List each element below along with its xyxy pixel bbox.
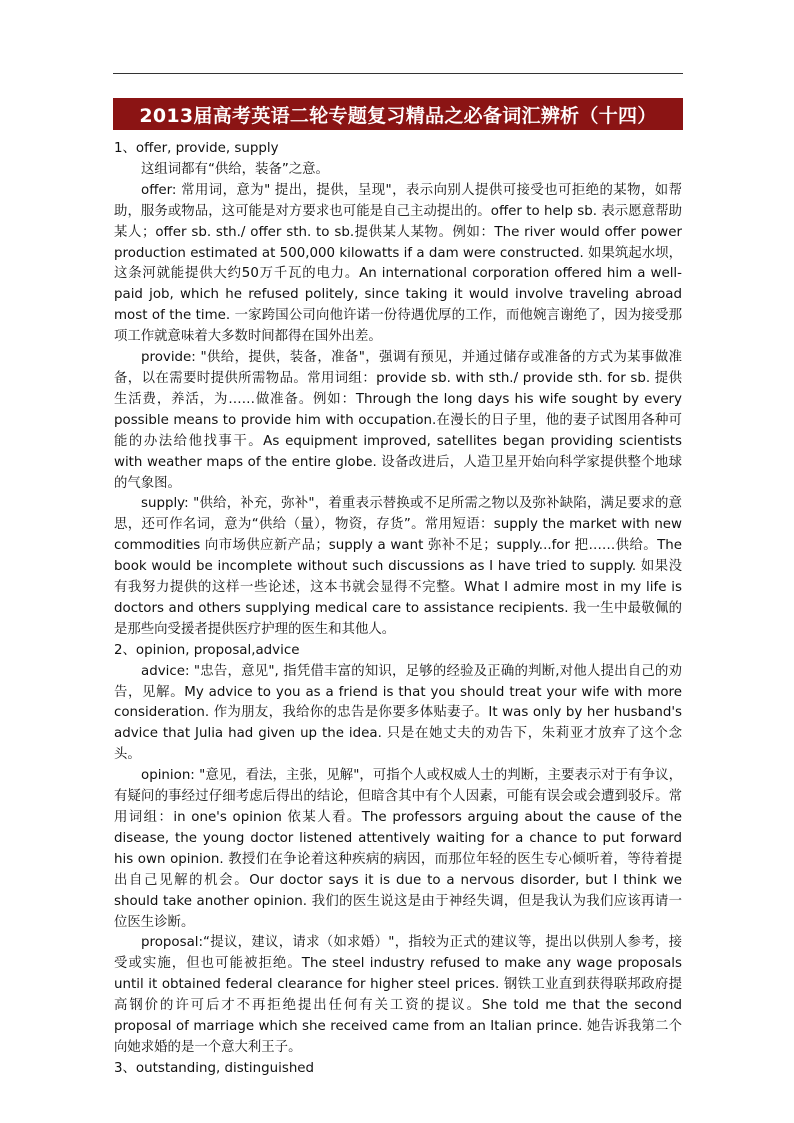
body-paragraph: proposal:“提议，建议，请求（如求婚）"，指较为正式的建议等，提出以供别人参考，接受或实施，但也可能被拒绝。The steel industry refused to make any wage proposals until it obtained federal clearance for higher steel prices. 钢铁工业直到获得联邦政府提高钢价的许可后才不再拒绝提出任何有关工资的提议。She told me that the second proposal of marriage which she received came from an Italian prince. 她告诉我第二个向她求婚的是一个意大利王子。 (114, 935, 682, 1055)
section-heading: 1、offer, provide, supply (114, 141, 279, 156)
body-paragraph: provide: "供给，提供，装备，准备"，强调有预见，并通过储存或准备的方式为某事做准备，以在需要时提供所需物品。常用词组：provide sb. with sth./ provide sth. for sb. 提供生活费，养活，为……做准备。例如：Through the long days his wife sought by every possible means to provide him with occupation.在漫长的日子里，他的妻子试图用各种可能的办法给他找事干。As equipment improved, satellites began providing scientists with weather maps of the entire globe. 设备改进后，人造卫星开始向科学家提供整个地球的气象图。 (114, 350, 682, 491)
body-paragraph: offer: 常用词，意为" 提出，提供，呈现"，表示向别人提供可接受也可拒绝的某物，如帮助，服务或物品，这可能是对方要求也可能是自己主动提出的。offer to help sb. 表示愿意帮助某人；offer sb. sth./ offer sth. to sb.提供某人某物。例如：The river would offer power production estimated at 500,000 kilowatts if a dam were constructed. 如果筑起水坝，这条河就能提供大约50万千瓦的电力。An international corporation offered him a well-paid job, which he refused politely, since taking it would involve traveling abroad most of the time. 一家跨国公司向他许诺一份待遇优厚的工作，而他婉言谢绝了，因为接受那项工作就意味着大多数时间都得在国外出差。 (114, 182, 682, 345)
body-paragraph: 这组词都有“供给，装备”之意。 (141, 161, 329, 177)
section-heading: 3、outstanding, distinguished (114, 1060, 315, 1076)
body-paragraph: advice: "忠告，意见", 指凭借丰富的知识，足够的经验及正确的判断,对他人提出自己的劝告，见解。My advice to you as a friend is that you should treat your wife with more consideration. 作为朋友，我给你的忠告是你要多体贴妻子。It was only by her husband's advice that Julia had given up the idea. 只是在她丈夫的劝告下，朱莉亚才放弃了这个念头。 (114, 663, 682, 763)
title-banner (113, 98, 683, 130)
document-title: 2013届高考英语二轮专题复习精品之必备词汇辨析（十四） (139, 104, 657, 127)
header-rule (113, 73, 683, 74)
body-paragraph: opinion: "意见，看法，主张，见解"，可指个人或权威人士的判断，主要表示对于有争议，有疑问的事经过仔细考虑后得出的结论，但暗含其中有个人因素，可能有误会或会遭到驳斥。常用词组：in one's opinion 依某人看。The professors arguing about the cause of the disease, the young doctor listened attentively waiting for a chance to put forward his own opinion. 教授们在争论着这种疾病的病因，而那位年轻的医生专心倾听着，等待着提出自己见解的机会。Our doctor says it is due to a nervous disorder, but I think we should take another opinion. 我们的医生说这是由于神经失调，但是我认为我们应该再请一位医生诊断。 (114, 768, 682, 930)
body-paragraph: supply: "供给，补充，弥补"，着重表示替换或不足所需之物以及弥补缺陷，满足要求的意思，还可作名词，意为“供给（量），物资，存货”。常用短语：supply the market with new commodities 向市场供应新产品；supply a want 弥补不足；supply...for 把……供给。The book would be incomplete without such discussions as I have tried to supply. 如果没有我努力提供的这样一些论述，这本书就会显得不完整。What I admire most in my life is doctors and others supplying medical care to assistance recipients. 我一生中最敬佩的是那些向受援者提供医疗护理的医生和其他人。 (114, 496, 682, 637)
section-heading: 2、opinion, proposal,advice (114, 642, 300, 658)
document-body (114, 139, 682, 1080)
